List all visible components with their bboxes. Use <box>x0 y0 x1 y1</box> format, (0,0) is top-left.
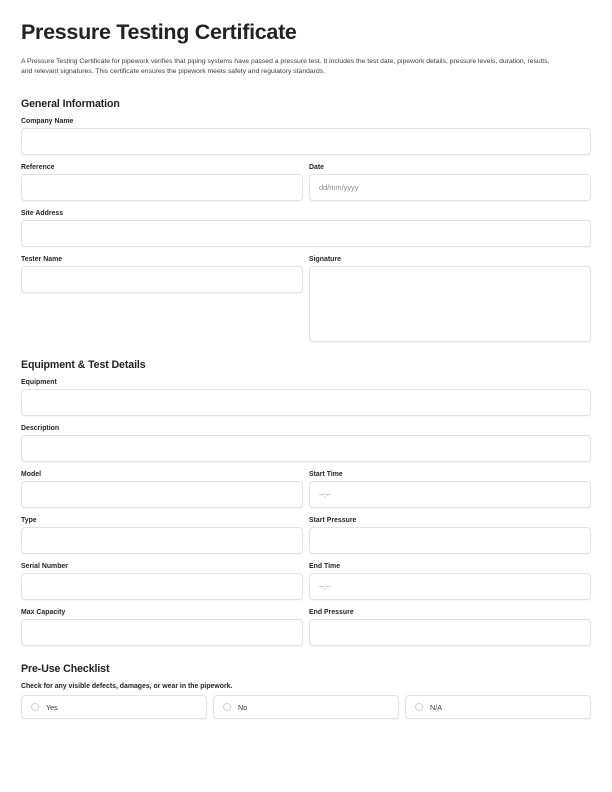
field-signature <box>309 256 591 342</box>
radio-icon[interactable] <box>415 703 423 711</box>
field-tester-name <box>21 256 303 293</box>
field-start-time <box>309 471 591 508</box>
field-serial-number <box>21 563 303 600</box>
checklist-option-label: N/A <box>430 702 442 712</box>
label-equipment: Equipment <box>21 379 57 387</box>
radio-icon[interactable] <box>223 703 231 711</box>
reference-input[interactable] <box>21 174 303 201</box>
section-heading-equipment-test-details: Equipment & Test Details <box>21 359 146 372</box>
field-reference <box>21 164 303 201</box>
field-equipment <box>21 379 591 416</box>
label-signature: Signature <box>309 256 341 264</box>
checklist-option-label: No <box>238 702 248 712</box>
field-site-address <box>21 210 591 247</box>
section-heading-general-information: General Information <box>21 98 120 111</box>
row-serial-number-end-time <box>21 563 591 600</box>
section-pre-use-checklist <box>21 663 591 719</box>
label-start-time: Start Time <box>309 471 343 479</box>
checklist-option-label: Yes <box>46 702 58 712</box>
checklist-question: Check for any visible defects, damages, or wear in the pipework. <box>21 683 233 691</box>
field-model <box>21 471 303 508</box>
label-max-capacity: Max Capacity <box>21 609 66 617</box>
field-date <box>309 164 591 201</box>
company-name-input[interactable] <box>21 128 591 155</box>
checklist-option-no[interactable] <box>213 695 399 719</box>
section-general-information <box>21 98 591 342</box>
field-end-time <box>309 563 591 600</box>
end-time-input[interactable]: --:-- <box>309 573 591 600</box>
label-model: Model <box>21 471 42 479</box>
label-start-pressure: Start Pressure <box>309 517 357 525</box>
label-company-name: Company Name <box>21 118 74 126</box>
site-address-input[interactable] <box>21 220 591 247</box>
signature-input[interactable] <box>309 266 591 342</box>
field-company-name <box>21 118 591 155</box>
label-end-pressure: End Pressure <box>309 609 354 617</box>
end-pressure-input[interactable] <box>309 619 591 646</box>
label-serial-number: Serial Number <box>21 563 68 571</box>
field-type <box>21 517 303 554</box>
max-capacity-input[interactable] <box>21 619 303 646</box>
label-site-address: Site Address <box>21 210 64 218</box>
label-end-time: End Time <box>309 563 341 571</box>
section-equipment-test-details <box>21 359 591 646</box>
start-time-input[interactable]: --:-- <box>309 481 591 508</box>
field-start-pressure <box>309 517 591 554</box>
row-max-capacity-end-pressure <box>21 609 591 646</box>
label-date: Date <box>309 164 325 172</box>
radio-icon[interactable] <box>31 703 39 711</box>
description-input[interactable] <box>21 435 591 462</box>
row-type-start-pressure <box>21 517 591 554</box>
label-description: Description <box>21 425 60 433</box>
label-type: Type <box>21 517 37 525</box>
page-description: A Pressure Testing Certificate for pipework verifies that piping systems have passed a pressure test. It includes the test date, pipework details, pressure levels, duration, results, and relevant signatures. This certificate ensures the pipework meets safety and regulatory standards. <box>21 57 550 76</box>
start-pressure-input[interactable] <box>309 527 591 554</box>
equipment-input[interactable] <box>21 389 591 416</box>
type-input[interactable] <box>21 527 303 554</box>
label-reference: Reference <box>21 164 55 172</box>
date-input[interactable]: dd/mm/yyyy <box>309 174 591 201</box>
checklist-options <box>21 695 591 719</box>
page-title: Pressure Testing Certificate <box>21 20 297 44</box>
field-end-pressure <box>309 609 591 646</box>
model-input[interactable] <box>21 481 303 508</box>
row-tester-signature <box>21 256 591 342</box>
section-heading-pre-use-checklist: Pre-Use Checklist <box>21 663 110 676</box>
checklist-option-na[interactable] <box>405 695 591 719</box>
label-tester-name: Tester Name <box>21 256 63 264</box>
row-model-start-time <box>21 471 591 508</box>
field-max-capacity <box>21 609 303 646</box>
row-reference-date <box>21 164 591 201</box>
field-description <box>21 425 591 462</box>
checklist-option-yes[interactable] <box>21 695 207 719</box>
tester-name-input[interactable] <box>21 266 303 293</box>
serial-number-input[interactable] <box>21 573 303 600</box>
